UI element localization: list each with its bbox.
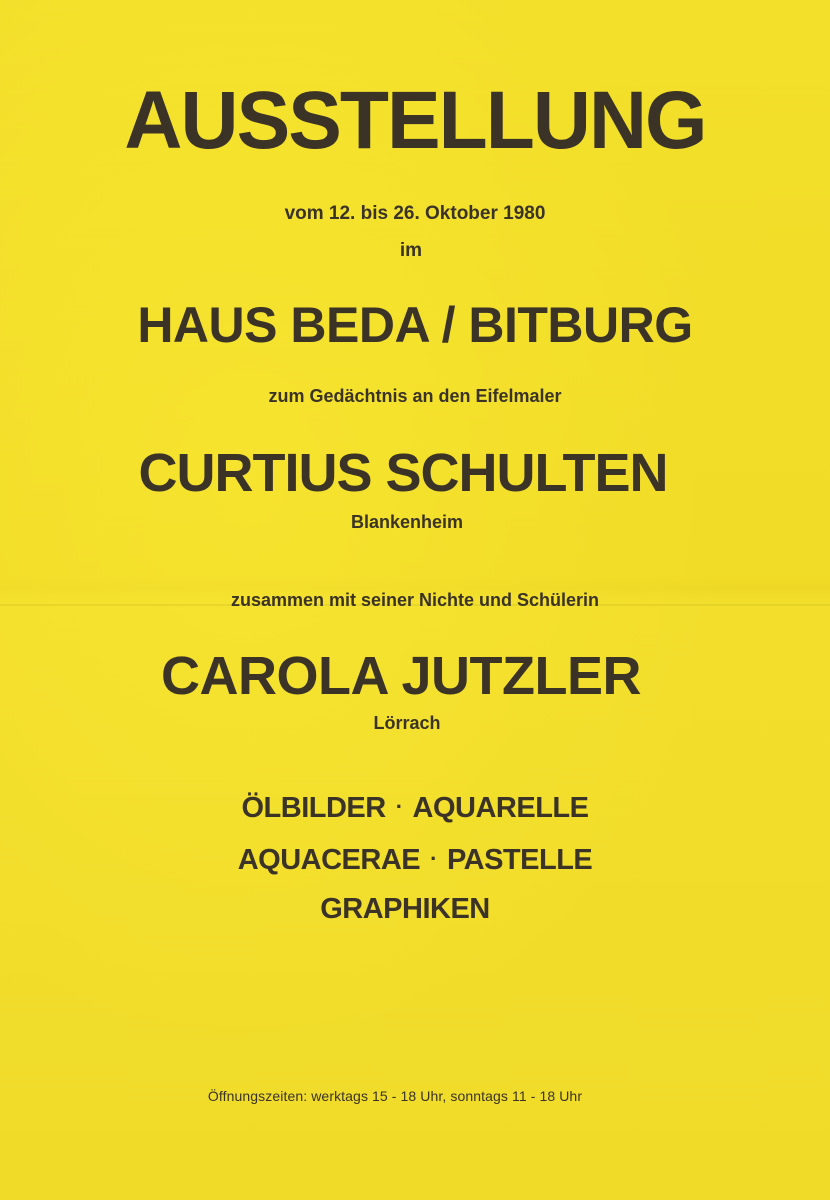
works-line-3: GRAPHIKEN xyxy=(320,893,490,925)
artist1-name: CURTIUS SCHULTEN xyxy=(138,443,668,503)
work-oelbilder: ÖLBILDER xyxy=(241,792,386,824)
artist2-name: CAROLA JUTZLER xyxy=(161,646,641,706)
venue-heading: HAUS BEDA / BITBURG xyxy=(137,297,693,353)
artist1-place: Blankenheim xyxy=(350,512,464,532)
poster-title: AUSSTELLUNG xyxy=(124,75,706,166)
work-pastelle: PASTELLE xyxy=(446,844,593,876)
im-text: im xyxy=(399,240,423,261)
separator-dot: · xyxy=(395,794,403,819)
works-line-2 xyxy=(0,844,830,877)
date-line: vom 12. bis 26. Oktober 1980 xyxy=(284,203,546,224)
work-aquarelle: AQUARELLE xyxy=(412,792,589,824)
artist2-place: Lörrach xyxy=(373,713,441,733)
opening-hours: Öffnungszeiten: werktags 15 - 18 Uhr, sonntags 11 - 18 Uhr xyxy=(207,1088,583,1104)
work-aquacerae: AQUACERAE xyxy=(237,844,421,876)
separator-dot: · xyxy=(430,846,437,871)
works-line-1 xyxy=(0,792,830,825)
memorial-line: zum Gedächtnis an den Eifelmaler xyxy=(268,386,562,406)
together-line: zusammen mit seiner Nichte und Schülerin xyxy=(230,590,600,610)
